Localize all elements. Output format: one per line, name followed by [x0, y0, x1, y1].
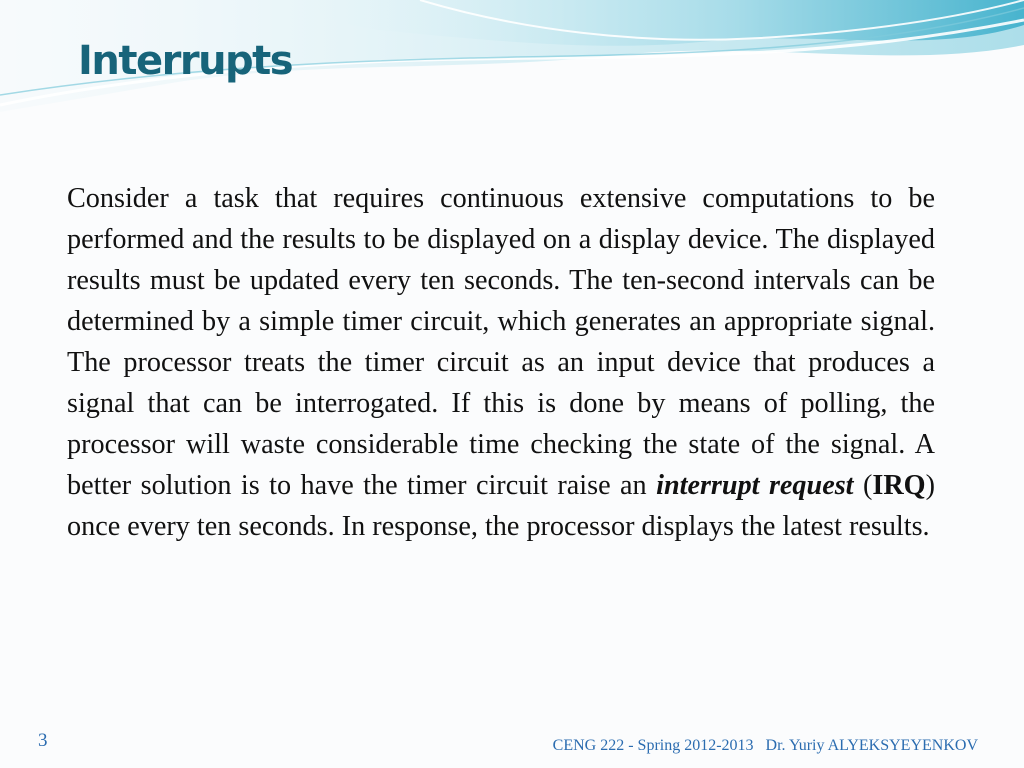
slide-footer: CENG 222 - Spring 2012-2013 Dr. Yuriy ALYEKSYEYENKOV [552, 737, 978, 754]
body-abbreviation: IRQ [872, 470, 926, 501]
body-emphasis-term: interrupt request [656, 470, 854, 501]
slide-number: 3 [38, 730, 48, 751]
slide-body-paragraph [67, 178, 935, 547]
body-paren-open: ( [853, 470, 873, 501]
body-text-after: once every ten seconds. In response, the processor displays the latest results. [67, 511, 930, 542]
slide-title: Interrupts [78, 38, 293, 84]
body-text-before: Consider a task that requires continuous extensive computations to be performed and the results to be displayed on a display device. The displayed results must be updated every ten seconds. The ten-second intervals can be determined by a simple timer circuit, which generates an appropriate signal. The processor treats the timer circuit as an input device that produces a signal that can be interrogated. If this is done by means of polling, the processor will waste considerable time checking the state of the signal. A better solution is to have the timer circuit raise an [67, 183, 935, 501]
body-paren-close: ) [925, 470, 936, 501]
